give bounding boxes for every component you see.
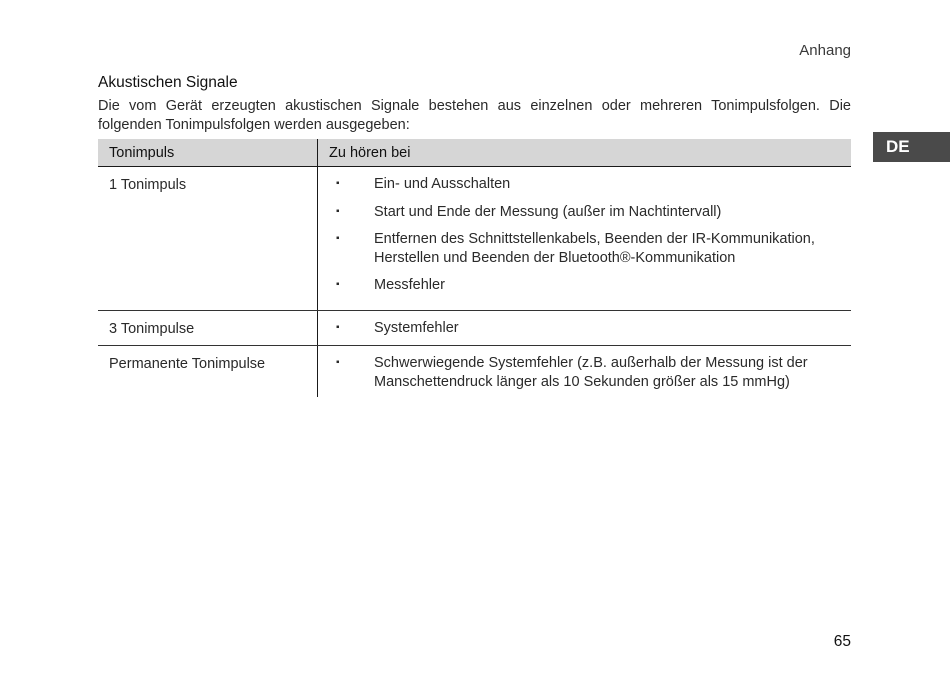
list-item-text: Start und Ende der Messung (außer im Nachtintervall) [374,203,722,220]
table-header-row [98,139,851,167]
section-title: Akustischen Signale [98,74,238,91]
page-number: 65 [833,633,851,650]
list-item [318,319,851,338]
row-items [318,310,852,346]
table-row [98,346,851,398]
bullet-list [318,311,851,346]
list-item-text: Messfehler [374,277,445,293]
table-row [98,310,851,346]
list-item-text: Ein- und Ausschalten [374,176,511,192]
signal-table [98,139,851,397]
table-row [98,167,851,311]
bullet-icon: ▪ [336,357,340,368]
row-items [318,167,852,311]
bullet-icon: ▪ [336,233,340,244]
row-label: Permanente Tonimpulse [98,346,318,398]
language-tab: DE [873,132,950,162]
column-header-tonimpuls: Tonimpuls [98,139,318,167]
row-items [318,346,852,398]
list-item [318,230,851,267]
row-label: 1 Tonimpuls [98,167,318,311]
running-header: Anhang [799,42,851,59]
list-item [318,175,851,194]
bullet-icon: ▪ [336,321,340,333]
row-label: 3 Tonimpulse [98,310,318,346]
list-item [318,203,851,222]
list-item-text: Systemfehler [374,319,459,336]
bullet-icon: ▪ [336,178,340,189]
intro-paragraph: Die vom Gerät erzeugten akustischen Signale bestehen aus einzelnen oder mehreren Tonimpulsfolgen. Die folgenden Tonimpulsfolgen werden ausgegeben: [98,98,851,133]
list-item [318,276,851,295]
bullet-list [318,346,851,397]
bullet-list [318,167,851,310]
bullet-icon: ▪ [336,279,340,290]
list-item-text: Entfernen des Schnittstellenkabels, Beenden der IR-Kommunikation, Herstellen und Beenden der Bluetooth®-Kommunikation [374,231,815,266]
list-item-text: Schwerwiegende Systemfehler (z.B. außerhalb der Messung ist der Manschettendruck länger als 10 Sekunden größer als 15 mmHg) [374,355,808,390]
bullet-icon: ▪ [336,205,340,217]
column-header-zu-hoeren-bei: Zu hören bei [318,139,852,167]
list-item [318,354,851,391]
